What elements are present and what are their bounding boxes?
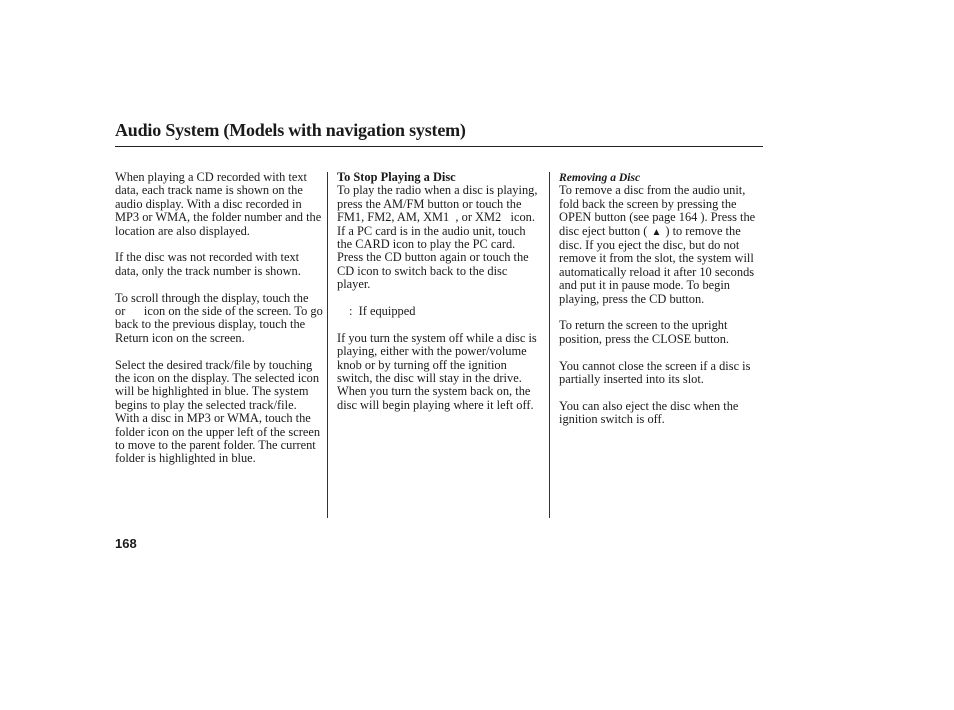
- column-2: [337, 171, 543, 426]
- paragraph-remove-disc: [559, 184, 765, 306]
- section-heading-removing-disc: Removing a Disc: [559, 171, 641, 184]
- section-heading-stop-playing: To Stop Playing a Disc: [337, 170, 456, 184]
- paragraph-eject-ignition-off: You can also eject the disc when the ignition switch is off.: [559, 398, 739, 427]
- column-divider-1: [327, 172, 328, 518]
- paragraph-system-off: If you turn the system off while a disc is playing, either with the power/volume knob or by turning off the ignition switch, the disc will stay in the drive. When you turn the system back on, the disc will begin playing where it left off.: [337, 330, 537, 412]
- paragraph-play-radio: To play the radio when a disc is playing, press the AM/FM button or touch the FM1, FM2, AM, XM1 , or XM2 icon. If a PC card is in the audio unit, touch the CARD icon to play the PC card. Press the CD button again or touch the CD icon to switch back to the disc player.: [337, 183, 541, 292]
- eject-icon: ▲: [651, 226, 662, 238]
- paragraph-cannot-close: You cannot close the screen if a disc is partially inserted into its slot.: [559, 358, 751, 387]
- paragraph-text-data: When playing a CD recorded with text data, each track name is shown on the audio display. With a disc recorded in MP3 or WMA, the folder number and the location are also displayed.: [115, 170, 322, 238]
- remove-disc-text-a: To remove a disc from the audio unit, fold back the screen by pressing the OPEN button (see page 164 ). Press the disc eject button (: [559, 183, 756, 238]
- page-number: 168: [115, 536, 137, 551]
- column-divider-2: [549, 172, 550, 518]
- column-1: [115, 170, 328, 479]
- column-3: [559, 171, 765, 440]
- paragraph-return-screen: To return the screen to the upright position, press the CLOSE button.: [559, 318, 730, 346]
- remove-disc-text-b: ) to remove the disc. If you eject the disc, but do not remove it from the slot, the system will automatically reload it after 10 seconds and put it in pause mode. To begin playing, press the CD button.: [559, 223, 755, 306]
- paragraph-select-track: Select the desired track/file by touching the icon on the display. The selected icon will be highlighted in blue. The system begins to play the selected track/file. With a disc in MP3 or WMA, touch the folder icon on the upper left of the screen to move to the parent folder. The current folder is highlighted in blue.: [115, 357, 321, 466]
- paragraph-scroll: To scroll through the display, touch the or icon on the side of the screen. To go back to the previous display, touch the Return icon on the screen.: [115, 290, 328, 345]
- title-rule: [115, 146, 763, 147]
- page-title: Audio System (Models with navigation system): [115, 120, 466, 140]
- footnote-if-equipped: : If equipped: [349, 304, 416, 319]
- paragraph-no-text-data: If the disc was not recorded with text data, only the track number is shown.: [115, 250, 301, 278]
